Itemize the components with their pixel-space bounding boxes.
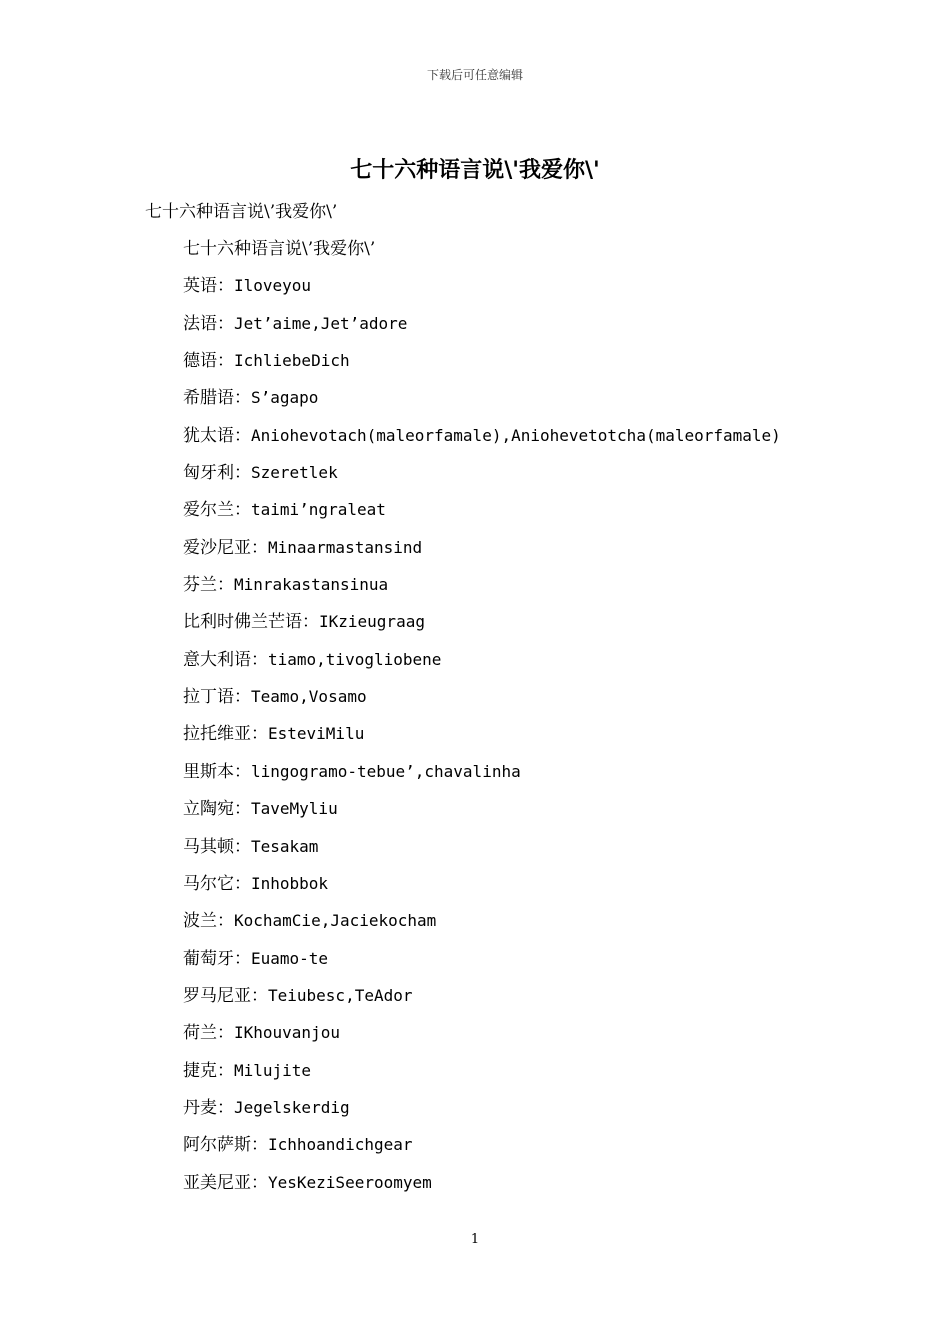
- language-label: 爱沙尼亚：: [183, 537, 268, 558]
- phrase-text: Aniohevotach(maleorfamale),Aniohevetotcha(maleorfamale): [251, 425, 781, 445]
- phrase-text: Inhobbok: [251, 873, 329, 893]
- page-number: 1: [470, 1232, 480, 1247]
- list-item: [183, 871, 923, 908]
- page-header: 下载后可任意编辑: [426, 68, 523, 82]
- phrase-text: IchliebeDich: [234, 351, 350, 371]
- phrase-list: [183, 236, 923, 1207]
- language-label: 荷兰：: [183, 1023, 234, 1044]
- list-item: [183, 946, 923, 983]
- phrase-text: Tesakam: [251, 836, 319, 856]
- list-item: [183, 423, 923, 460]
- list-item: [183, 311, 923, 348]
- list-item: [183, 647, 923, 684]
- list-item: [183, 834, 923, 871]
- phrase-text: KochamCie,Jaciekocham: [234, 911, 437, 931]
- phrase-text: Ichhoandichgear: [268, 1135, 413, 1155]
- list-item: [183, 1170, 923, 1207]
- language-label: 波兰：: [183, 911, 234, 932]
- list-item: [183, 983, 923, 1020]
- list-item: [183, 1132, 923, 1169]
- list-item: [183, 908, 923, 945]
- language-label: 七十六种语言说\’我爱你\’: [183, 239, 376, 259]
- list-item: [183, 236, 923, 273]
- language-label: 马尔它：: [183, 873, 251, 894]
- language-label: 捷克：: [183, 1060, 234, 1081]
- language-label: 丹麦：: [183, 1097, 234, 1118]
- phrase-text: Euamo-te: [251, 948, 329, 968]
- list-item: [183, 273, 923, 310]
- language-label: 立陶宛：: [183, 799, 251, 820]
- language-label: 亚美尼亚：: [183, 1172, 268, 1193]
- phrase-text: Szeretlek: [251, 463, 338, 483]
- phrase-text: Teiubesc,TeAdor: [268, 985, 413, 1005]
- language-label: 德语：: [183, 351, 234, 372]
- phrase-text: lingogramo-tebue’,chavalinha: [251, 761, 521, 781]
- language-label: 马其顿：: [183, 836, 251, 857]
- phrase-text: taimi’ngraleat: [251, 500, 386, 520]
- phrase-text: S’agapo: [251, 388, 319, 408]
- list-item: [183, 684, 923, 721]
- phrase-text: Minrakastansinua: [234, 575, 389, 595]
- language-label: 犹太语：: [183, 425, 251, 446]
- phrase-text: YesKeziSeeroomyem: [268, 1172, 432, 1192]
- language-label: 比利时佛兰芒语：: [183, 612, 319, 633]
- language-label: 意大利语：: [183, 649, 268, 670]
- list-item: [183, 497, 923, 534]
- language-label: 芬兰：: [183, 575, 234, 596]
- list-item: [183, 759, 923, 796]
- language-label: 阿尔萨斯：: [183, 1135, 268, 1156]
- document-title: 七十六种语言说\'我爱你\': [350, 157, 600, 183]
- language-label: 里斯本：: [183, 761, 251, 782]
- document-subtitle: 七十六种语言说\’我爱你\’: [145, 202, 338, 222]
- language-label: 葡萄牙：: [183, 948, 251, 969]
- list-item: [183, 1020, 923, 1057]
- language-label: 法语：: [183, 313, 234, 334]
- language-label: 拉丁语：: [183, 687, 251, 708]
- language-label: 英语：: [183, 276, 234, 297]
- list-item: [183, 535, 923, 572]
- list-item: [183, 609, 923, 646]
- list-item: [183, 348, 923, 385]
- list-item: [183, 721, 923, 758]
- list-item: [183, 385, 923, 422]
- phrase-text: tiamo,tivogliobene: [268, 649, 442, 669]
- phrase-text: EsteviMilu: [268, 724, 365, 744]
- phrase-text: TaveMyliu: [251, 799, 338, 819]
- phrase-text: Teamo,Vosamo: [251, 687, 367, 707]
- language-label: 拉托维亚：: [183, 724, 268, 745]
- list-item: [183, 1058, 923, 1095]
- phrase-text: IKhouvanjou: [234, 1023, 340, 1043]
- language-label: 匈牙利：: [183, 463, 251, 484]
- phrase-text: Minaarmastansind: [268, 537, 423, 557]
- phrase-text: Jet’aime,Jet’adore: [234, 313, 408, 333]
- language-label: 罗马尼亚：: [183, 985, 268, 1006]
- phrase-text: Iloveyou: [234, 276, 312, 296]
- phrase-text: Milujite: [234, 1060, 312, 1080]
- list-item: [183, 572, 923, 609]
- list-item: [183, 460, 923, 497]
- language-label: 爱尔兰：: [183, 500, 251, 521]
- language-label: 希腊语：: [183, 388, 251, 409]
- list-item: [183, 796, 923, 833]
- phrase-text: IKzieugraag: [319, 612, 425, 632]
- list-item: [183, 1095, 923, 1132]
- phrase-text: Jegelskerdig: [234, 1097, 350, 1117]
